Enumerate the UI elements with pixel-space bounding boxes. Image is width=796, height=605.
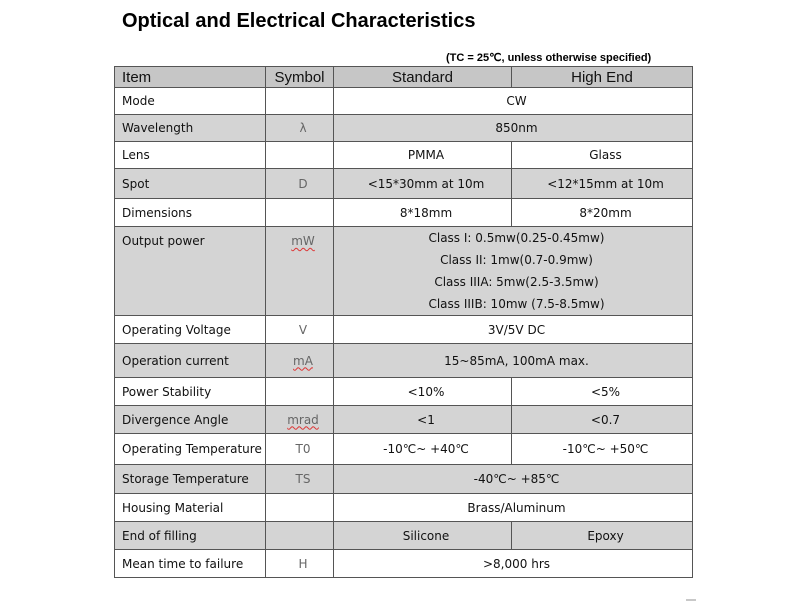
row-item: Mean time to failure bbox=[115, 550, 266, 578]
row-storage-temperature bbox=[115, 465, 693, 494]
row-item: End of filling bbox=[115, 522, 266, 550]
row-symbol bbox=[266, 88, 334, 115]
row-value: CW bbox=[334, 88, 693, 115]
row-symbol: V bbox=[266, 316, 334, 344]
characteristics-table bbox=[114, 66, 693, 578]
row-standard-value: -10℃~ +40℃ bbox=[334, 434, 512, 465]
row-high-end-value: <0.7 bbox=[512, 406, 693, 434]
row-symbol: H bbox=[266, 550, 334, 578]
row-item: Wavelength bbox=[115, 115, 266, 142]
row-lens bbox=[115, 142, 693, 169]
row-item: Storage Temperature bbox=[115, 465, 266, 494]
row-symbol: T0 bbox=[266, 434, 334, 465]
row-mean-time-to-failure bbox=[115, 550, 693, 578]
row-value: 850nm bbox=[334, 115, 693, 142]
row-item: Operating Voltage bbox=[115, 316, 266, 344]
row-high-end-value: Epoxy bbox=[512, 522, 693, 550]
row-wavelength bbox=[115, 115, 693, 142]
row-high-end-value: <12*15mm at 10m bbox=[512, 169, 693, 199]
row-dimensions bbox=[115, 199, 693, 227]
row-symbol: mrad bbox=[287, 412, 319, 427]
row-item: Dimensions bbox=[115, 199, 266, 227]
row-symbol: mW bbox=[291, 234, 315, 248]
row-value: -40℃~ +85℃ bbox=[334, 465, 693, 494]
row-mode bbox=[115, 88, 693, 115]
row-item: Operating Temperature bbox=[115, 434, 266, 465]
row-end-of-filling bbox=[115, 522, 693, 550]
row-power-stability bbox=[115, 378, 693, 406]
test-condition-note: (TC = 25℃, unless otherwise specified) bbox=[446, 52, 652, 64]
row-symbol: TS bbox=[266, 465, 334, 494]
row-item: Operation current bbox=[115, 344, 266, 378]
row-item: Mode bbox=[115, 88, 266, 115]
output-power-line: Class IIIA: 5mw(2.5-3.5mw) bbox=[434, 275, 599, 289]
row-symbol-cell bbox=[266, 227, 334, 316]
row-symbol bbox=[266, 378, 334, 406]
row-symbol bbox=[266, 142, 334, 169]
row-item: Output power bbox=[115, 227, 266, 316]
row-item: Power Stability bbox=[115, 378, 266, 406]
output-power-line: Class I: 0.5mw(0.25-0.45mw) bbox=[428, 231, 605, 245]
row-symbol bbox=[266, 522, 334, 550]
row-value: Brass/Aluminum bbox=[334, 494, 693, 522]
row-standard-value: <10% bbox=[334, 378, 512, 406]
header-item: Item bbox=[115, 67, 266, 88]
row-symbol bbox=[266, 199, 334, 227]
row-operating-voltage bbox=[115, 316, 693, 344]
row-output-power bbox=[115, 227, 693, 316]
output-power-line: Class IIIB: 10mw (7.5-8.5mw) bbox=[428, 297, 605, 311]
table-header-row bbox=[115, 67, 693, 88]
row-value: 3V/5V DC bbox=[334, 316, 693, 344]
row-symbol bbox=[266, 494, 334, 522]
row-high-end-value: 8*20mm bbox=[512, 199, 693, 227]
row-high-end-value: Glass bbox=[512, 142, 693, 169]
row-high-end-value: -10℃~ +50℃ bbox=[512, 434, 693, 465]
row-operation-current bbox=[115, 344, 693, 378]
row-item: Housing Material bbox=[115, 494, 266, 522]
row-item: Lens bbox=[115, 142, 266, 169]
row-item: Divergence Angle bbox=[115, 406, 266, 434]
row-symbol: mA bbox=[293, 353, 313, 368]
row-spot bbox=[115, 169, 693, 199]
row-standard-value: <1 bbox=[334, 406, 512, 434]
row-operating-temperature bbox=[115, 434, 693, 465]
header-high-end: High End bbox=[512, 67, 693, 88]
row-high-end-value: <5% bbox=[512, 378, 693, 406]
page-title: Optical and Electrical Characteristics bbox=[122, 10, 476, 32]
header-standard: Standard bbox=[334, 67, 512, 88]
row-value: >8,000 hrs bbox=[334, 550, 693, 578]
header-symbol: Symbol bbox=[266, 67, 334, 88]
row-symbol: λ bbox=[266, 115, 334, 142]
row-standard-value: PMMA bbox=[334, 142, 512, 169]
row-symbol-cell bbox=[266, 406, 334, 434]
row-standard-value: 8*18mm bbox=[334, 199, 512, 227]
page-edge-mark bbox=[686, 599, 696, 601]
row-symbol: D bbox=[266, 169, 334, 199]
row-symbol-cell bbox=[266, 344, 334, 378]
output-power-line: Class II: 1mw(0.7-0.9mw) bbox=[440, 253, 593, 267]
output-power-classes bbox=[334, 227, 693, 316]
row-item: Spot bbox=[115, 169, 266, 199]
row-divergence-angle bbox=[115, 406, 693, 434]
row-value: 15~85mA, 100mA max. bbox=[334, 344, 693, 378]
row-standard-value: <15*30mm at 10m bbox=[334, 169, 512, 199]
row-standard-value: Silicone bbox=[334, 522, 512, 550]
row-housing-material bbox=[115, 494, 693, 522]
